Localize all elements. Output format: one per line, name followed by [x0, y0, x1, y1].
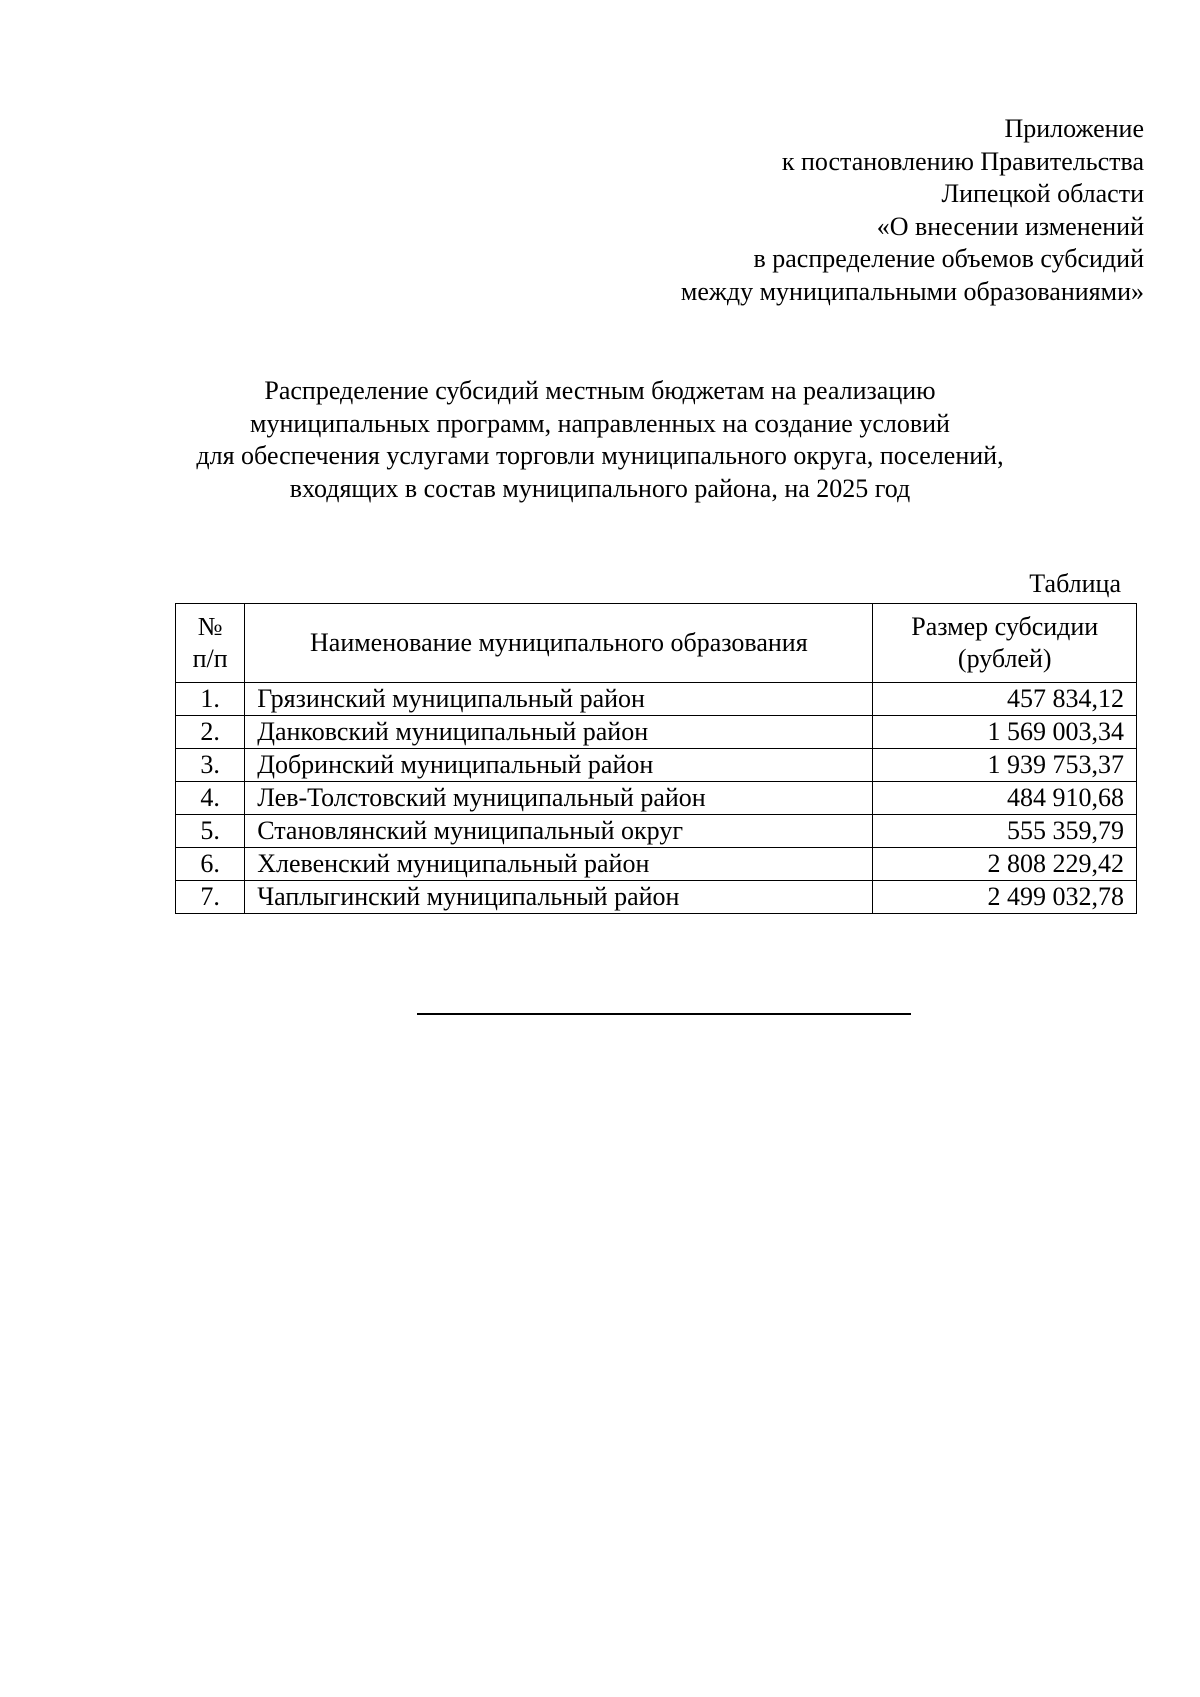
row-number: 4. [176, 782, 245, 815]
appendix-line: Приложение [1004, 114, 1144, 143]
end-separator-line [417, 1013, 911, 1015]
table-row [176, 749, 1137, 782]
row-amount: 1 569 003,34 [873, 716, 1137, 749]
appendix-line: «О внесении изменений [876, 211, 1144, 241]
row-number: 1. [176, 683, 245, 716]
row-municipality: Добринский муниципальный район [245, 749, 873, 782]
row-municipality: Грязинский муниципальный район [245, 683, 873, 716]
appendix-header [681, 113, 1144, 308]
title-line: для обеспечения услугами торговли муниципального округа, поселений, [196, 441, 1004, 470]
header-number [176, 604, 245, 683]
title-line: Распределение субсидий местным бюджетам на реализацию [264, 376, 936, 405]
row-number: 3. [176, 749, 245, 782]
row-municipality: Становлянский муниципальный округ [245, 815, 873, 848]
table-row [176, 782, 1137, 815]
header-name: Наименование муниципального образования [245, 604, 873, 683]
header-number-line1: № [197, 612, 223, 641]
document-title [0, 375, 1200, 505]
row-amount: 457 834,12 [873, 683, 1137, 716]
row-amount: 555 359,79 [873, 815, 1137, 848]
row-municipality: Хлевенский муниципальный район [245, 848, 873, 881]
subsidy-table [175, 603, 1137, 914]
table-row [176, 848, 1137, 881]
title-line: входящих в состав муниципального района, на 2025 год [289, 473, 911, 503]
row-amount: 484 910,68 [873, 782, 1137, 815]
table-label: Таблица [1029, 569, 1121, 598]
row-number: 2. [176, 716, 245, 749]
table-row [176, 881, 1137, 914]
header-amount-line1: Размер субсидии [911, 612, 1099, 641]
row-municipality: Чаплыгинский муниципальный район [245, 881, 873, 914]
title-line: муниципальных программ, направленных на создание условий [250, 408, 950, 438]
row-municipality: Лев-Толстовский муниципальный район [245, 782, 873, 815]
row-municipality: Данковский муниципальный район [245, 716, 873, 749]
row-amount: 2 808 229,42 [873, 848, 1137, 881]
table-row [176, 815, 1137, 848]
appendix-line: к постановлению Правительства [781, 146, 1144, 176]
header-number-line2: п/п [192, 644, 228, 673]
table-row [176, 683, 1137, 716]
row-amount: 2 499 032,78 [873, 881, 1137, 914]
row-number: 5. [176, 815, 245, 848]
row-number: 7. [176, 881, 245, 914]
row-amount: 1 939 753,37 [873, 749, 1137, 782]
appendix-line: Липецкой области [941, 179, 1144, 208]
header-amount-line2: (рублей) [957, 644, 1052, 673]
row-number: 6. [176, 848, 245, 881]
table-header-row [176, 604, 1137, 683]
header-amount [873, 604, 1137, 683]
appendix-line: в распределение объемов субсидий [753, 244, 1144, 273]
appendix-line: между муниципальными образованиями» [680, 276, 1144, 306]
table-row [176, 716, 1137, 749]
